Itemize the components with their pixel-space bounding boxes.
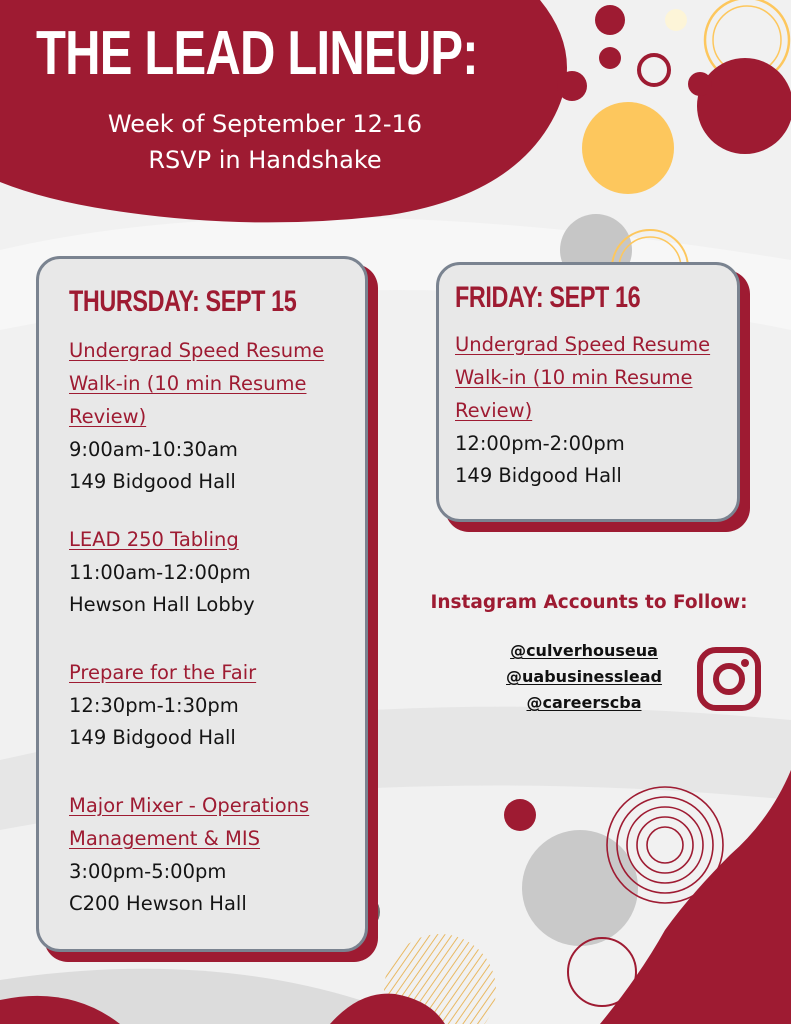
- event-link-speed-resume-friday[interactable]: Undergrad Speed Resume Walk-in (10 min Resume Review): [455, 333, 711, 422]
- deco-circle: [504, 799, 536, 831]
- event-item: [69, 790, 365, 920]
- subtitle-week: Week of September 12-16: [107, 110, 423, 138]
- handle-uabusinesslead[interactable]: @uabusinesslead: [506, 667, 662, 686]
- event-item: [69, 657, 365, 754]
- friday-card: [436, 262, 740, 522]
- event-link-speed-resume[interactable]: Undergrad Speed Resume Walk-in (10 min Resume Review): [69, 339, 325, 428]
- thursday-heading: THURSDAY: SEPT 15: [69, 285, 297, 318]
- page-title: THE LEAD LINEUP:: [36, 19, 478, 88]
- event-time: 12:00pm-2:00pm: [455, 432, 625, 455]
- deco-ring: [568, 938, 636, 1006]
- event-item: [69, 335, 365, 498]
- handle-careerscba[interactable]: @careerscba: [526, 693, 642, 712]
- deco-spiral: [607, 787, 723, 903]
- event-item: [455, 329, 737, 492]
- event-link-prepare-for-fair[interactable]: Prepare for the Fair: [69, 661, 257, 684]
- deco-circle: [697, 58, 791, 154]
- event-location: 149 Bidgood Hall: [455, 464, 622, 487]
- event-time: 12:30pm-1:30pm: [69, 694, 239, 717]
- deco-circle: [557, 71, 587, 101]
- event-link-lead-250-tabling[interactable]: LEAD 250 Tabling: [69, 528, 239, 551]
- page-subtitle: [60, 106, 470, 178]
- deco-circle: [595, 5, 625, 35]
- deco-circle: [582, 102, 674, 194]
- event-location: 149 Bidgood Hall: [69, 470, 236, 493]
- friday-heading: FRIDAY: SEPT 16: [455, 281, 641, 314]
- deco-circle: [688, 72, 712, 96]
- deco-circle: [599, 47, 621, 69]
- event-location: 149 Bidgood Hall: [69, 726, 236, 749]
- event-location: Hewson Hall Lobby: [69, 593, 255, 616]
- subtitle-rsvp: RSVP in Handshake: [148, 146, 382, 174]
- event-time: 3:00pm-5:00pm: [69, 860, 227, 883]
- handle-culverhouseua[interactable]: @culverhouseua: [510, 641, 658, 660]
- event-location: C200 Hewson Hall: [69, 892, 247, 915]
- deco-ring: [639, 55, 669, 85]
- event-link-major-mixer[interactable]: Major Mixer - Operations Management & MIS: [69, 794, 310, 850]
- deco-circle: [665, 9, 687, 31]
- thursday-card: [36, 256, 368, 952]
- instagram-heading: Instagram Accounts to Follow:: [430, 592, 748, 613]
- instagram-icon[interactable]: [696, 646, 762, 712]
- instagram-handles: [480, 638, 688, 716]
- event-time: 9:00am-10:30am: [69, 438, 238, 461]
- deco-circle: [522, 830, 638, 946]
- event-item: [69, 524, 365, 621]
- event-time: 11:00am-12:00pm: [69, 561, 251, 584]
